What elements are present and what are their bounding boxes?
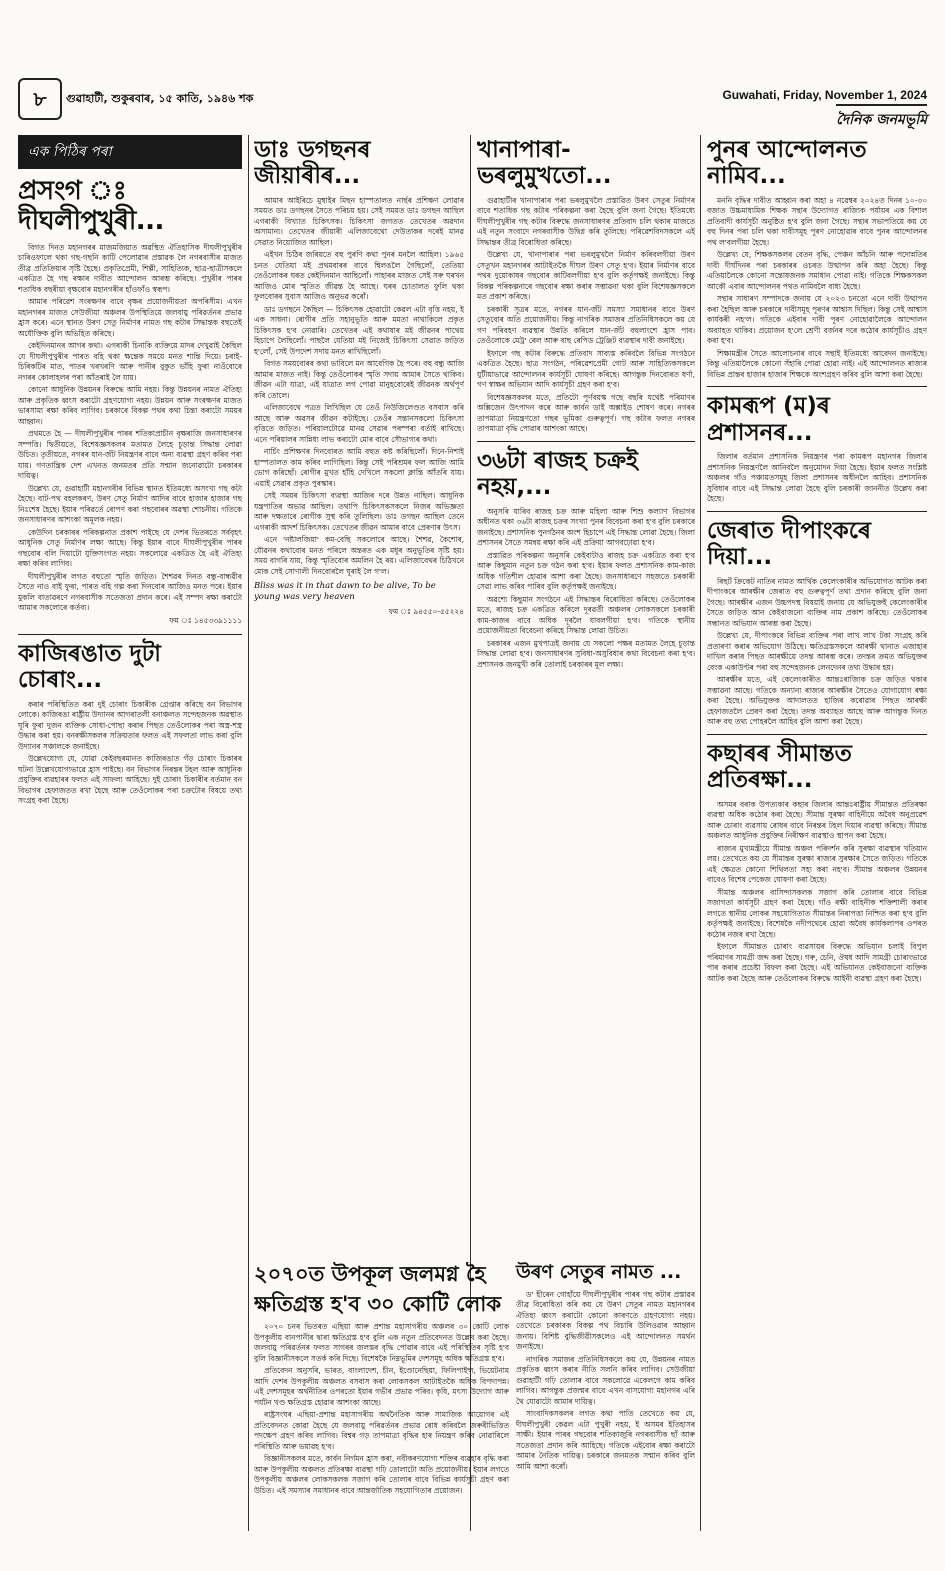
paragraph: চৰকাৰৰ এজন মুখপাত্ৰই জনায় যে সকলো পক্ষৰ মতামত লৈহে চূড়ান্ত সিদ্ধান্ত লোৱা হ'ব। জনসাধাৰণৰ সুবিধা-অসুবিধাৰ কথা বিবেচনা কৰা হ'ব। প্ৰশাসনক জনমুখী কৰি তোলাই চৰকাৰৰ মূল লক্ষ্য। — [477, 638, 695, 669]
article-body — [477, 196, 695, 435]
paragraph: চৰকাৰী সূত্ৰৰ মতে, নগৰৰ যান-জঁট সমস্যা সমাধানৰ বাবে উৰণ সেতুবোৰ অতি প্ৰয়োজনীয়। কিন্তু নাগৰিক সমাজৰ প্ৰতিনিধিসকলে কয় যে গণ পৰিবহণ ব্যৱস্থাৰ উন্নতি কৰিলে যান-জঁট বহুলাংশে হ্ৰাস পাব। তেওঁলোকে মেট্ৰ' ৰেল আৰু বাছ ৰেপিড ট্ৰেঞ্জিট ব্যৱস্থাৰ দাবী জনাইছে। — [477, 304, 695, 346]
headline-dipankar: জেৰাত দীপাংকৰে দিয়া... — [707, 517, 871, 571]
column-2 — [254, 135, 464, 1255]
paragraph: ৰাজ্যৰ মুখ্যমন্ত্ৰীয়ে সীমান্ত অঞ্চল পৰিদৰ্শন কৰি সুৰক্ষা ব্যৱস্থাৰ খতিয়ান লয়। তেখেতে কয় যে সীমান্তৰ সুৰক্ষা ৰাজ্যৰ সুৰক্ষাৰ সৈতে জড়িত। গতিকে এই ক্ষেত্ৰত কোনো শিথিলতা সহ্য কৰা নহ'ব। সীমান্ত অঞ্চলৰ উন্নয়নৰ বাবেও বিশেষ পেকেজ ঘোষণা কৰা হৈছে। — [707, 843, 927, 884]
paragraph: আমাৰ পৰিৱেশ সংৰক্ষণৰ বাবে বৃক্ষৰ প্ৰয়োজনীয়তা অপৰিসীম। এখন মহানগৰৰ মাজত সেউজীয়া অঞ্চলৰ উপস্থিতিয়ে জলবায়ু পৰিৱৰ্তনৰ প্ৰভাৱ হ্ৰাস কৰে। এনে স্থানত উৰণ সেতু নিৰ্মাণৰ নামত গছ কটাৰ সিদ্ধান্তক বহুতেই অযৌক্তিক বুলি অভিহিত কৰিছে। — [18, 297, 242, 338]
column-3 — [477, 135, 695, 1255]
paragraph: বিজ্ঞানীসকলৰ মতে, কাৰ্বন নিৰ্গমন হ্ৰাস কৰা, নবীকৰণযোগ্য শক্তিৰ ব্যৱহাৰ বৃদ্ধি কৰা আৰু উপকূলীয় অঞ্চলত প্ৰতিৰক্ষা ব্যৱস্থা গঢ়ি তোলাটো অতি প্ৰয়োজনীয়। ইয়াৰ লগতে উপকূলীয় অঞ্চলৰ লোকসকলক সজাগ কৰি তোলাৰ বাবে বিভিন্ন কাৰ্যসূচী গ্ৰহণ কৰা উচিত। এই সমস্যাৰ সমাধানৰ বাবে আন্তৰ্জাতিক সহযোগিতাৰ প্ৰয়োজন। — [254, 1454, 509, 1495]
article-body — [516, 1290, 695, 1473]
paragraph: উল্লেখ্য যে, গুৱাহাটী মহানগৰীৰ বিভিন্ন স্থানত ইতিমধ্যে অসংখ্য গছ কটা হৈছে। বাট-পথ বহলকৰণ, উৰণ সেতু নিৰ্মাণ আদিৰ বাবে হাজাৰ হাজাৰ গছ নিঃশেষ হৈছে। ইয়াৰ পৰিৱৰ্তে ৰোপণ কৰা গছবোৰৰ অৱস্থা শোচনীয়। গতিকে জনসাধাৰণৰ আশংকা অমূলক নহয়। — [18, 483, 242, 525]
divider — [707, 734, 927, 735]
paragraph: এলিজাবেথে পত্ৰত লিখিছিল যে তেওঁ নিউজিলেণ্ডত বসবাস কৰি আছে আৰু অৱসৰ জীৱন কটাইছে। তেওঁৰ সন্তানসকলো চিকিৎসা বৃত্তিতে জড়িত। পৰিয়ালটোৱে মানৱ সেৱাৰ পৰম্পৰা বৰ্তাই ৰাখিছে। এনে পৰিয়ালৰ সান্নিধ্য লাভ কৰাটো মোৰ বাবে সৌভাগ্যৰ কথা। — [254, 403, 464, 444]
paragraph: ৰিছৰ্ট ক্ৰিকেট নাতিৰ নামত আৰ্থিক কেলেংকাৰীৰ অভিযোগত আটক কৰা দীপাংকৰে আৰক্ষীৰ জেৰাত বহু গুৰুত্বপূৰ্ণ তথ্য প্ৰদান কৰিছে বুলি জনা গৈছে। আৰক্ষীৰ এজন উচ্চপদস্থ বিষয়াই জনায় যে অভিযুক্তই কেলেংকাৰীৰ সৈতে জড়িত আন কেইবাজনো ব্যক্তিৰ নাম প্ৰকাশ কৰিছে। তেওঁলোকৰ সন্ধানত অভিযান আৰম্ভ কৰা হৈছে। — [707, 576, 927, 628]
article-body — [707, 577, 927, 728]
paragraph: ৰাষ্ট্ৰসংঘৰ এছিয়া-প্ৰশান্ত মহাসাগৰীয় অৰ্থনৈতিক আৰু সামাজিক আয়োগৰ এই প্ৰতিবেদনত কোৱা হৈছে যে জলবায়ু পৰিৱৰ্তনৰ প্ৰভাৱ ৰোধ কৰিবলৈ জৰুৰীভিত্তিত পদক্ষেপ গ্ৰহণ কৰিব লাগিব। বিশ্বৰ গড় তাপমাত্ৰা বৃদ্ধিৰ হাৰ নিয়ন্ত্ৰণ কৰিব নোৱাৰিলে পৰিস্থিতি আৰু ভয়াৱহ হ'ব। — [254, 1410, 509, 1451]
paragraph: নাৰ্চিং প্ৰশিক্ষণৰ দিনবোৰত আমি বহুত কষ্ট কৰিছিলোঁ। দিনে-নিশাই হাস্পতালত কাম কৰিব লাগিছিল। কিন্তু সেই পৰিশ্ৰমৰ ফল আজি আমি ভোগ কৰিছোঁ। ৰোগীৰ মুখত হাঁহি দেখিলে সকলো ক্লান্তি আঁতৰি যায়। এয়াই সেৱাৰ প্ৰকৃত পুৰস্কাৰ। — [254, 447, 464, 488]
paragraph: প্ৰতিবেদন অনুসৰি, ভাৰত, বাংলাদেশ, চীন, ইণ্ডোনেছিয়া, ফিলিপাইন্স, ভিয়েটনাম আদি দেশৰ উপকূলীয় অঞ্চলত বসবাস কৰা লোকসকল আটাইতকৈ অধিক বিপদাপন্ন। এই দেশসমূহৰ অৰ্থনীতিৰ ওপৰতো ইয়াৰ গভীৰ প্ৰভাৱ পৰিব। কৃষি, মৎস্য উদ্যোগ আৰু পৰ্যটন খণ্ড ক্ষতিগ্ৰস্ত হোৱাৰ আশংকা আছে। — [254, 1366, 509, 1407]
headline-khanapara: খানাপাৰা-ভৰলুমুখতো... — [477, 137, 612, 190]
paragraph: ডাঃ ডগছনে কৈছিল — চিকিৎসক হোৱাটো কেৱল এটা বৃত্তি নহয়, ই এক সাধনা। ৰোগীৰ প্ৰতি সহানুভূতি আৰু মমতা নাথাকিলে প্ৰকৃত চিকিৎসক হ'ব নোৱাৰি। তেখেতৰ এই কথাষাৰ মই জীৱনৰ পাথেয় হিচাপে লৈছিলোঁ। পাছলৈ যেতিয়া মই নিজেই চিকিৎসা সেৱাত জড়িত হ'লোঁ, সেই উপদেশ সদায় মনত ৰাখিছিলোঁ। — [254, 304, 464, 356]
headline-revenue-circles: ৩৬টা ৰাজহ চক্ৰই নহয়,... — [477, 447, 639, 501]
headline-coastal-1: ২০৭০ত উপকূল জলমগ্ন হৈ — [254, 1262, 486, 1286]
page-number: ৮ — [18, 78, 62, 120]
paragraph: বিশেষজ্ঞসকলৰ মতে, প্ৰতিটো পূৰ্ণবয়স্ক গছে বছৰি যথেষ্ট পৰিমাণৰ অক্সিজেন উৎপাদন কৰে আৰু কাৰ্বন ডাই অক্সাইড শোষণ কৰে। নগৰৰ তাপমাত্ৰা নিয়ন্ত্ৰণতো গছৰ ভূমিকা গুৰুত্বপূৰ্ণ। গছ কটাৰ ফলত নগৰৰ তাপমাত্ৰা বৃদ্ধি পোৱাৰ আশংকা আছে। — [477, 392, 695, 434]
paragraph: কেইদিনমানৰ আগৰ কথা। এগৰাকী চিনাকি ব্যক্তিয়ে মাদৰ দেখুৱাই কৈছিল যে দীঘলীপুখুৰীৰ পাৰত বহি থকা ক্ষন্তেক সময়ে মনত শান্তি দিয়ে। চৰাই-চিৰিকটিৰ মাত, পাতৰ খৰখৰণি আৰু পানীৰ বুকুত ভাঁহি ফুৰা নাওঁবোৰে নগৰৰ কোলাহলৰ পৰা আঁতৰাই লৈ যায়। — [18, 341, 242, 382]
dateline-assamese: গুৱাহাটী, শুকুৰবাৰ, ১৫ কাতি, ১৯৪৬ শক — [66, 92, 254, 105]
paragraph: ড' হীৰেন গোহাঁয়ে দীঘলীপুখুৰীৰ পাৰৰ গছ কটাৰ প্ৰস্তাৱৰ তীব্ৰ বিৰোধিতা কৰি কয় যে উৰণ সেতুৰ নামত মহানগৰৰ ঐতিহ্য ধ্বংস কৰাটো কোনো কাৰণতে গ্ৰহণযোগ্য নহয়। তেখেতে চৰকাৰক বিকল্প পথ বিচাৰি উলিওৱাৰ আহ্বান জনায়। বিশিষ্ট বুদ্ধিজীৱীসকলেও এই আন্দোলনত সমৰ্থন জনাইছে। — [516, 1289, 695, 1352]
article-body — [18, 243, 242, 614]
paragraph: ইফালে গছ কটাৰ বিৰুদ্ধে প্ৰতিবাদ সাব্যস্ত কৰিবলৈ বিভিন্ন সংগঠনে একত্ৰিত হৈছে। ছাত্ৰ সংগঠন, পৰিৱেশপ্ৰেমী গোট আৰু সাহিত্যিকসকলে যুটীয়াভাৱে আন্দোলনৰ কাৰ্যসূচী ঘোষণা কৰিছে। আগন্তুক দিনবোৰত ধৰ্ণা, গণ স্বাক্ষৰ অভিযান আদি কাৰ্যসূচী গ্ৰহণ কৰা হ'ব। — [477, 348, 695, 390]
headline-agitation: পুনৰ আন্দোলনত নামিব... — [707, 137, 867, 190]
coastal-article — [254, 1262, 509, 1498]
article-body — [707, 800, 927, 985]
masthead: দৈনিক জনমভূমি — [836, 104, 927, 132]
paragraph: প্ৰথমতে হৈ — দীঘলীপুখুৰীৰ পাৰৰ শতিকাপ্ৰাচীন বৃক্ষৰাজি জনসাধাৰণৰ সম্পত্তি। দ্বিতীয়তে, বিশেষজ্ঞসকলৰ মতামত লৈহে চূড়ান্ত সিদ্ধান্ত লোৱা উচিত। তৃতীয়তে, নগৰৰ যান-জঁট নিয়ন্ত্ৰণৰ বাবে অন্য ব্যৱস্থা গ্ৰহণ কৰিব পৰা যায়। গণতান্ত্ৰিক দেশ এখনত জনমতৰ প্ৰতি সন্মান জনোৱাটো চৰকাৰৰ দায়িত্ব। — [18, 429, 242, 481]
quote: Bliss was it in that dawn to be alive, To be young was very heaven — [254, 581, 436, 603]
article-body — [707, 196, 927, 381]
paragraph: নাগৰিক সমাজৰ প্ৰতিনিধিসকলে কয় যে, উন্নয়নৰ নামত প্ৰকৃতিক ধ্বংস কৰাৰ নীতি সলনি কৰিব লাগিব। সেউজীয়া গুৱাহাটী গঢ়ি তোলাৰ বাবে সকলোৱে একেলগে কাম কৰিব লাগিব। আগন্তুক প্ৰজন্মৰ বাবে এখন বাসযোগ্য মহানগৰ এৰি থৈ যোৱাটো আমাৰ দায়িত্ব। — [516, 1354, 695, 1406]
headline-kamrup: কামৰূপ (ম)ৰ প্ৰশাসনৰ... — [707, 393, 830, 446]
paragraph: সন্থাৰ সাধাৰণ সম্পাদকে জনায় যে ২০২৩ চনতো এনে দাবী উত্থাপন কৰা হৈছিল আৰু চৰকাৰে দাবীসমূহ পূৰণৰ আশ্বাস দিছিল। কিন্তু সেই আশ্বাস কাৰ্যকৰী নহ'ল। গতিকে এইবাৰ দাবী পূৰণ নোহোৱালৈকে আন্দোলন অব্যাহত থাকিব। প্ৰয়োজন হ'লে শ্ৰেণী বৰ্জনৰ দৰে কঠোৰ কাৰ্যসূচীও গ্ৰহণ কৰা হ'ব। — [707, 294, 927, 346]
headline-cachar-border: কছাৰৰ সীমান্তত প্ৰতিৰক্ষা... — [707, 740, 852, 794]
divider — [477, 441, 695, 442]
divider — [707, 511, 927, 512]
paragraph: ২০৭০ চনৰ ভিতৰত এছিয়া আৰু প্ৰশান্ত মহাসাগৰীয় অঞ্চলৰ ৩০ কোটি লোক উপকূলীয় বানপানীৰ দ্বাৰা ক্ষতিগ্ৰস্ত হ'ব বুলি এক নতুন প্ৰতিবেদনত উল্লেখ কৰা হৈছে। জলবায়ু পৰিৱৰ্তনৰ ফলত সাগৰৰ জলস্তৰ বৃদ্ধি পোৱাৰ বাবে এই পৰিস্থিতিৰ সৃষ্টি হ'ব বুলি বিজ্ঞানীসকলে সতৰ্ক কৰি দিছে। বিশেষকৈ নিম্নভূমিৰ দেশসমূহ অধিক ক্ষতিগ্ৰস্ত হ'ব। — [254, 1322, 509, 1363]
paragraph: ইফালে সীমান্তত চোৰাং ব্যৱসায়ৰ বিৰুদ্ধে অভিযান চলাই বিপুল পৰিমাণৰ সামগ্ৰী জব্দ কৰা হৈছে। গৰু, চেনি, ঔষধ আদি সামগ্ৰী চোৰাংভাৱে পাৰ কৰাৰ প্ৰচেষ্টা বিফল কৰা হৈছে। এই অভিযানত কেইবাজনো ব্যক্তিক আটক কৰা হৈছে আৰু তেওঁলোকৰ বিৰুদ্ধে আইনী ব্যৱস্থা গ্ৰহণ কৰা হৈছে। — [707, 942, 927, 983]
headline-dr-dogson: ডাঃ ডগছনৰ জীয়াৰীৰ... — [254, 137, 371, 190]
paragraph: আৰক্ষীৰ মতে, এই কেলেংকাৰীত আন্তঃৰাজ্যিক চক্ৰ জড়িত থকাৰ সম্ভাৱনা আছে। গতিকে অন্যান্য ৰাজ্যৰ আৰক্ষীৰ সৈতেও যোগাযোগ ৰক্ষা কৰা হৈছে। অভিযুক্তক আদালতত হাজিৰ কৰোৱাৰ পিছত আৰক্ষী হেফাজতলৈ প্ৰেৰণ কৰা হৈছে। তদন্ত অব্যাহত আছে আৰু আগন্তুক দিনত আৰু বহু তথ্য পোহৰলৈ আহিব বুলি আশা কৰা হৈছে। — [707, 675, 927, 727]
headline-flyover: উৰণ সেতুৰ নামত ... — [516, 1262, 682, 1283]
paragraph: কেউদিন চৰকাৰৰ পৰিকল্পনাত প্ৰকাশ পাইছে যে দেশৰ ভিতৰতে সৰ্ববৃহৎ আধুনিক সেতু নিৰ্মাণৰ লক্ষ্য আছে। কিন্তু ইয়াৰ বাবে দীঘলীপুখুৰীৰ পাৰৰ গছবোৰ বলি দিয়াটো যুক্তিসংগত নহয়। সকলোৱে একত্ৰিত হৈ এই ঐতিহ্য ৰক্ষা কৰিব লাগিব। — [18, 527, 242, 569]
paragraph: এনে 'নষ্টালজিয়া' কম-বেছি সকলোৰে আছে। শৈশৱ, কৈশোৰ, যৌৱনৰ কথাবোৰ মনত পৰিলে অন্তৰত এক মধুৰ অনুভূতিৰ সৃষ্টি হয়। সময় বাগৰি যায়, কিন্তু স্মৃতিবোৰ অমলিন হৈ ৰয়। এলিজাবেথৰ চিঠিখনে মোক সেই সোণালী দিনবোৰলৈ ঘূৰাই লৈ গ'ল। — [254, 535, 464, 576]
paragraph: মননি বৃদ্ধিৰ দাবীত আহ্বান কৰা অহা ৪ নৱেম্বৰ ২০২৪ত দিনৰ ১০-৩০ বজাত উচ্চমাধ্যমিক শিক্ষক সন্থাৰ উদ্যোগত ৰাজ্যিক পৰ্যায়ৰ এক বিশাল প্ৰতিবাদী কাৰ্যসূচী অনুষ্ঠিত হ'ব বুলি জনা গৈছে। সন্থাৰ সভাপতিয়ে কয় যে বহু দিনৰ পৰা চলি থকা দাবীসমূহ পূৰণ নোহোৱাৰ বাবে পুনৰ আন্দোলনৰ পথ ল'বলগীয়া হৈছে। — [707, 195, 927, 247]
article-body — [254, 196, 464, 578]
article-code: ফম ঃ ১৪৫৩৩৯১১১১ — [169, 615, 242, 625]
dateline-english: Guwahati, Friday, November 1, 2024 — [722, 88, 927, 102]
paragraph: সাংবাদিকসকলৰ লগত কথা পাতি তেখেতে কয় যে, দীঘলীপুখুৰী কেৱল এটা পুখুৰী নহয়, ই অসমৰ ইতিহাসৰ সাক্ষী। ইয়াৰ পাৰৰ গছবোৰ শতিকাজুৰি নগৰবাসীক ছাঁ আৰু সতেজতা প্ৰদান কৰি আহিছে। গতিকে এইবোৰ ৰক্ষা কৰাটো আমাৰ নৈতিক দায়িত্ব। চৰকাৰে জনমতক সন্মান কৰিব বুলি আমি আশা কৰোঁ। — [516, 1409, 695, 1471]
paragraph: গুৱাহাটীৰ খানাপাৰাৰ পৰা ভৰলুমুখলৈ প্ৰস্তাৱিত উৰণ সেতুৰ নিৰ্মাণৰ বাবে শতাধিক গছ কটাৰ পৰিকল্পনা কৰা হৈছে বুলি জনা গৈছে। ইতিমধ্যে দীঘলীপুখুৰীৰ গছ কটাৰ বিৰুদ্ধে জনসাধাৰণৰ প্ৰতিবাদ চলি থকাৰ মাজতে এই নতুন সংবাদে নগৰবাসীক উদ্বিগ্ন কৰি তুলিছে। পৰিৱেশবিদসকলে এই সিদ্ধান্তৰ তীব্ৰ বিৰোধিতা কৰিছে। — [477, 195, 695, 247]
paragraph: এইখন চিঠিৰ জৰিয়তে বহু পুৰণি কথা পুনৰ মনলৈ আহিল। ১৯৬৫ চনত যেতিয়া মই প্ৰথমবাৰৰ বাবে শ্বিলঙলৈ গৈছিলোঁ, তেতিয়া তেওঁলোকৰ ঘৰত কেইদিনমান আছিলোঁ। পাহাৰৰ মাজত সেই সৰু ঘৰখন আজিও মোৰ স্মৃতিত জীৱন্ত হৈ আছে। ঘৰৰ চোতালত ফুলি থকা ফুলবোৰৰ সুবাস আজিও অনুভৱ কৰোঁ। — [254, 250, 464, 302]
column-divider — [248, 135, 249, 1531]
paragraph: উল্লেখ্য যে, খানাপাৰাৰ পৰা ভৰলুমুখলৈ নিৰ্মাণ কৰিবলগীয়া উৰণ সেতুখন মহানগৰৰ আটাইতকৈ দীঘল উৰণ সেতু হ'ব। ইয়াৰ নিৰ্মাণৰ বাবে পথৰ দুয়োকাষৰ গছবোৰ কাটিবলগীয়া হ'ব বুলি কৰ্তৃপক্ষই জনাইছে। কিন্তু বিকল্প পৰিকল্পনাৰে গছবোৰ ৰক্ষা কৰাৰ সম্ভাৱনা থকা বুলি বিশেষজ্ঞসকলে মত প্ৰকাশ কৰিছে। — [477, 250, 695, 302]
column-divider — [700, 135, 701, 1531]
column-1 — [18, 135, 242, 1535]
paragraph: বিগত সময়বোৰৰ কথা ভাবিলে মন আবেগিক হৈ পৰে। বহু বন্ধু আজি আমাৰ মাজত নাই। কিন্তু তেওঁলোকৰ স্মৃতি সদায় আমাৰ সৈতে থাকিব। জীৱন এটা যাত্ৰা, এই যাত্ৰাত লগ পোৱা মানুহবোৰেই জীৱনক অৰ্থপূৰ্ণ কৰি তোলে। — [254, 359, 464, 400]
paragraph: সীমান্ত অঞ্চলৰ বাসিন্দাসকলক সজাগ কৰি তোলাৰ বাবে বিভিন্ন সজাগতা কাৰ্যসূচী গ্ৰহণ কৰা হৈছে। গাঁও ৰক্ষী বাহিনীক শক্তিশালী কৰাৰ লগতে স্থানীয় লোকৰ সহযোগিতাত সীমান্তৰ নিৰাপত্তা নিশ্চিত কৰা হ'ব বুলি কৰ্তৃপক্ষই জনাইছে। বিশেষকৈ নদীপথেৰে হোৱা অবৈধ কাৰ্যকলাপৰ ওপৰত কঠোৰ নজৰ ৰখা হৈছে। — [707, 887, 927, 939]
paragraph: আমাৰ আইৰিচে মুম্বাইৰ মিছন হাস্পতালত নাৰ্ছৰ প্ৰশিক্ষণ লোৱাৰ সময়ত ডাঃ ডগছনৰ সৈতে পৰিচয় হয়। সেই সময়ত ডাঃ ডগছন আছিল এগৰাকী বিখ্যাত চিকিৎসক। চিকিৎসা জগতত তেখেতৰ অৱদান অসামান্য। তেখেতৰ জীয়াৰী এলিজাবেথো দেউতাকৰ দৰেই মানৱ সেৱাত নিয়োজিত আছিল। — [254, 195, 464, 247]
feature-block — [254, 1262, 695, 1552]
headline-dighalipukhuri: প্ৰসংগ ঃ দীঘলীপুখুৰী... — [18, 176, 164, 236]
article-code: ফম ঃ ৯৪৫৫০-৫৫২২৪ — [388, 607, 464, 617]
paragraph: সেই সময়ৰ চিকিৎসা ব্যৱস্থা আজিৰ দৰে উন্নত নাছিল। আধুনিক যন্ত্ৰপাতিৰ অভাৱ আছিল। তথাপি চিকিৎসকসকলে নিজৰ অভিজ্ঞতা আৰু দক্ষতাৰে ৰোগীক সুস্থ কৰি তুলিছিল। ডাঃ ডগছন আছিল তেনে এগৰাকী আদৰ্শ চিকিৎসক। তেখেতৰ জীৱন আমাৰ বাবে প্ৰেৰণাৰ উৎস। — [254, 491, 464, 532]
paragraph: দীঘলীপুখুৰীৰ লগত বহুতো স্মৃতি জড়িত। শৈশৱৰ দিনত বন্ধু-বান্ধৱীৰ সৈতে নাও বাই ফুৰা, পাৰত বহি গল্প কৰা দিনবোৰ আজিও মনত পৰে। ইয়াৰ মুকলি বাতাৱৰণে নগৰবাসীক সতেজতা প্ৰদান কৰে। এই সম্পদ ৰক্ষা কৰাটো আমাৰ সকলোৰে কৰ্তব্য। — [18, 571, 242, 613]
paragraph: উল্লেখযোগ্য যে, যোৱা কেইবছৰমানত কাজিৰঙাত গঁড় চোৰাং চিকাৰৰ ঘটনা উল্লেখযোগ্যভাৱে হ্ৰাস পাইছে। বন বিভাগৰ নিৰন্তৰ টহল আৰু আধুনিক প্ৰযুক্তিৰ ব্যৱহাৰৰ ফলত এই সাফল্য আহিছে। দুই চোৰাং চিকাৰীৰ বৰ্তমান বন বিভাগৰ হেফাজতত ৰখা হৈছে আৰু তেওঁলোকৰ পৰা চক্ৰটোৰ বিষয়ে তথ্য সংগ্ৰহ কৰা হৈছে। — [18, 754, 242, 806]
paragraph: শিক্ষামন্ত্ৰীৰ সৈতে আলোচনাৰ বাবে সন্থাই ইতিমধ্যে আবেদন জনাইছে। কিন্তু এতিয়ালৈকে কোনো সঁহাৰি পোৱা হোৱা নাই। এই আন্দোলনত ৰাজ্যৰ বিভিন্ন প্ৰান্তৰ হাজাৰ হাজাৰ শিক্ষকে অংশগ্ৰহণ কৰিব বুলি আশা কৰা হৈছে। — [707, 348, 927, 379]
paragraph: বিগত দিনত মহানগৰৰ মাজমজিয়াত অৱস্থিত ঐতিহাসিক দীঘলীপুখুৰীৰ চাৰিওফালে থকা গছ-গছনি কাটি পেলোৱাৰ প্ৰস্তাৱক লৈ নগৰবাসীৰ মাজত তীব্ৰ প্ৰতিক্ৰিয়াৰ সৃষ্টি হৈছে। প্ৰকৃতিপ্ৰেমী, শিল্পী, সাহিত্যিক, ছাত্ৰ-ছাত্ৰীসকলে একত্ৰিত হৈ গছ ৰক্ষাৰ দাবীত আন্দোলন আৰম্ভ কৰিছে। পুখুৰীৰ পাৰৰ শতাধিক বছৰীয়া বৃক্ষবোৰ মহানগৰীৰ হাঁওফাঁও স্বৰূপ। — [18, 242, 242, 294]
paragraph: অৱশ্যে কিছুমান সংগঠনে এই সিদ্ধান্তৰ বিৰোধিতা কৰিছে। তেওঁলোকৰ মতে, ৰাজহ চক্ৰ একত্ৰিত কৰিলে দূৰৱৰ্তী অঞ্চলৰ লোকসকলে চৰকাৰী কাম-কাজৰ বাবে অধিক দূৰলৈ যাবলগীয়া হ'ব। গতিকে স্থানীয় প্ৰয়োজনীয়তা বিবেচনা কৰিহে সিদ্ধান্ত লোৱা উচিত। — [477, 594, 695, 636]
divider — [707, 386, 927, 387]
headline-coastal-2: ক্ষতিগ্ৰস্ত হ'ব ৩০ কোটি লোক — [254, 1292, 502, 1317]
flyover-article — [516, 1262, 695, 1474]
article-body — [477, 507, 695, 671]
article-body — [18, 700, 242, 807]
paragraph: অনুসৰি যাৰিব ৰাজহ চক্ৰ আৰু মহিলা আৰু শিশু কল্যাণ বিভাগৰ অধীনত থকা ৩৬টা ৰাজহ চক্ৰৰ সংখ্যা পুনৰ বিবেচনা কৰা হ'ব বুলি চৰকাৰে জনাইছে। প্ৰশাসনিক পুনৰ্গঠনৰ অংশ হিচাপে এই সিদ্ধান্ত লোৱা হৈছে। জিলা প্ৰশাসনৰ সৈতে সমন্বয় ৰক্ষা কৰি এই প্ৰক্ৰিয়া আগবঢ়োৱা হ'ব। — [477, 506, 695, 548]
article-body — [254, 1322, 509, 1496]
kicker: এক পিঠিৰ পৰা — [18, 135, 242, 169]
paragraph: উল্লেখ্য যে, শিক্ষকসকলৰ বেতন বৃদ্ধি, পেঞ্চন আঁচনি আৰু পদোন্নতিৰ দাবী দীৰ্ঘদিনৰ পৰা চৰকাৰৰ ওচৰত উত্থাপন কৰি অহা হৈছে। কিন্তু এতিয়ালৈকে কোনো সন্তোষজনক সমাধান পোৱা নাই। গতিকে শিক্ষকসকল আকৌ এবাৰ আন্দোলনৰ পথত নামিবলৈ বাধ্য হৈছে। — [707, 250, 927, 291]
paragraph: অসমৰ বৰাক উপত্যকাৰ কছাৰ জিলাৰ আন্তঃৰাষ্ট্ৰীয় সীমান্তত প্ৰতিৰক্ষা ব্যৱস্থা অধিক কঠোৰ কৰা হৈছে। সীমান্ত সুৰক্ষা বাহিনীয়ে অবৈধ অনুপ্ৰৱেশ আৰু চোৰাং ব্যৱসায় ৰোধৰ বাবে নিৰন্তৰ টহল দিয়াৰ ব্যৱস্থা কৰিছে। সীমান্ত অঞ্চলত আধুনিক প্ৰযুক্তিৰ নিৰীক্ষণ ব্যৱস্থাও স্থাপন কৰা হৈছে। — [707, 799, 927, 840]
paragraph: প্ৰস্তাৱিত পৰিকল্পনা অনুসৰি কেইবাটাও ৰাজহ চক্ৰ একত্ৰিত কৰা হ'ব আৰু কিছুমান নতুন চক্ৰ গঠন কৰা হ'ব। ইয়াৰ ফলত প্ৰশাসনিক কাম-কাজ অধিক গতিশীল হোৱাৰ আশা কৰা হৈছে। জনসাধাৰণে সহজতে চৰকাৰী সেৱা লাভ কৰিব পাৰিব বুলি কৰ্তৃপক্ষই জনাইছে। — [477, 550, 695, 592]
divider — [18, 634, 242, 635]
article-body — [707, 452, 927, 505]
paragraph: জিলাৰ বৰ্তমান প্ৰশাসনিক নিয়ন্ত্ৰণৰ পৰা কামৰূপ মহানগৰ জিলাৰ প্ৰশাসনিক নিয়ন্ত্ৰণলৈ আনিবলৈ অনুমোদন দিয়া হৈছে। ইয়াৰ ফলত সংশ্লিষ্ট অঞ্চলৰ গাঁও পঞ্চায়তসমূহ জিলা প্ৰশাসনৰ অধীনলৈ আহিব। প্ৰশাসনিক সুবিধাৰ বাবে এই সিদ্ধান্ত লোৱা হৈছে বুলি চৰকাৰী জাননীত উল্লেখ কৰা হৈছে। — [707, 452, 927, 504]
page-header — [18, 70, 927, 128]
paragraph: কোনো আধুনিক উন্নয়নৰ বিৰুদ্ধে আমি নহয়। কিন্তু উন্নয়নৰ নামত ঐতিহ্য আৰু প্ৰকৃতিক ধ্বংস কৰাটো গ্ৰহণযোগ্য নহয়। উন্নয়ন আৰু সংৰক্ষণৰ মাজত ভাৰসাম্য ৰক্ষা কৰিব লাগিব। চৰকাৰে বিকল্প পথৰ কথা চিন্তা কৰাটো সময়ৰ আহ্বান। — [18, 385, 242, 426]
paragraph: উল্লেখ্য যে, দীপাংকৰে বিভিন্ন ব্যক্তিৰ পৰা লাখ লাখ টকা সংগ্ৰহ কৰি প্ৰতাৰণা কৰাৰ অভিযোগ উঠিছে। ক্ষতিগ্ৰস্তসকলে আৰক্ষী থানাত এজাহাৰ দাখিল কৰাৰ পিছত আৰক্ষীয়ে তদন্ত আৰম্ভ কৰে। তদন্তৰ ক্ৰমত অভিযুক্তৰ বেংক একাউণ্টৰ পৰা বহু সন্দেহজনক লেনদেনৰ তথ্য উদ্ধাৰ হয়। — [707, 631, 927, 672]
column-4 — [707, 135, 927, 1555]
paragraph: কৰাৰ পৰিস্থিতিত কৰা দুই চোৰাং চিকাৰীক গ্ৰেপ্তাৰ কৰিছে বন বিভাগৰ লোকে। কাজিৰঙা ৰাষ্ট্ৰীয় উদ্যানৰ আগৰাতলী বনাঞ্চলত সন্দেহজনক অৱস্থাত ঘূৰি ফুৰা দুজন ব্যক্তিক সোধা-পোছা কৰাৰ পিছত তেওঁলোকৰ পৰা অস্ত্ৰ-শস্ত্ৰ উদ্ধাৰ কৰা হয়। বনৰক্ষীসকলৰ সক্ৰিয়তাৰ ফলত এই সফলতা লাভ কৰা বুলি উদ্যানৰ সঞ্চালকে জনাইছে। — [18, 699, 242, 751]
headline-kaziranga: কাজিৰঙাত দুটা চোৰাং... — [18, 640, 161, 694]
